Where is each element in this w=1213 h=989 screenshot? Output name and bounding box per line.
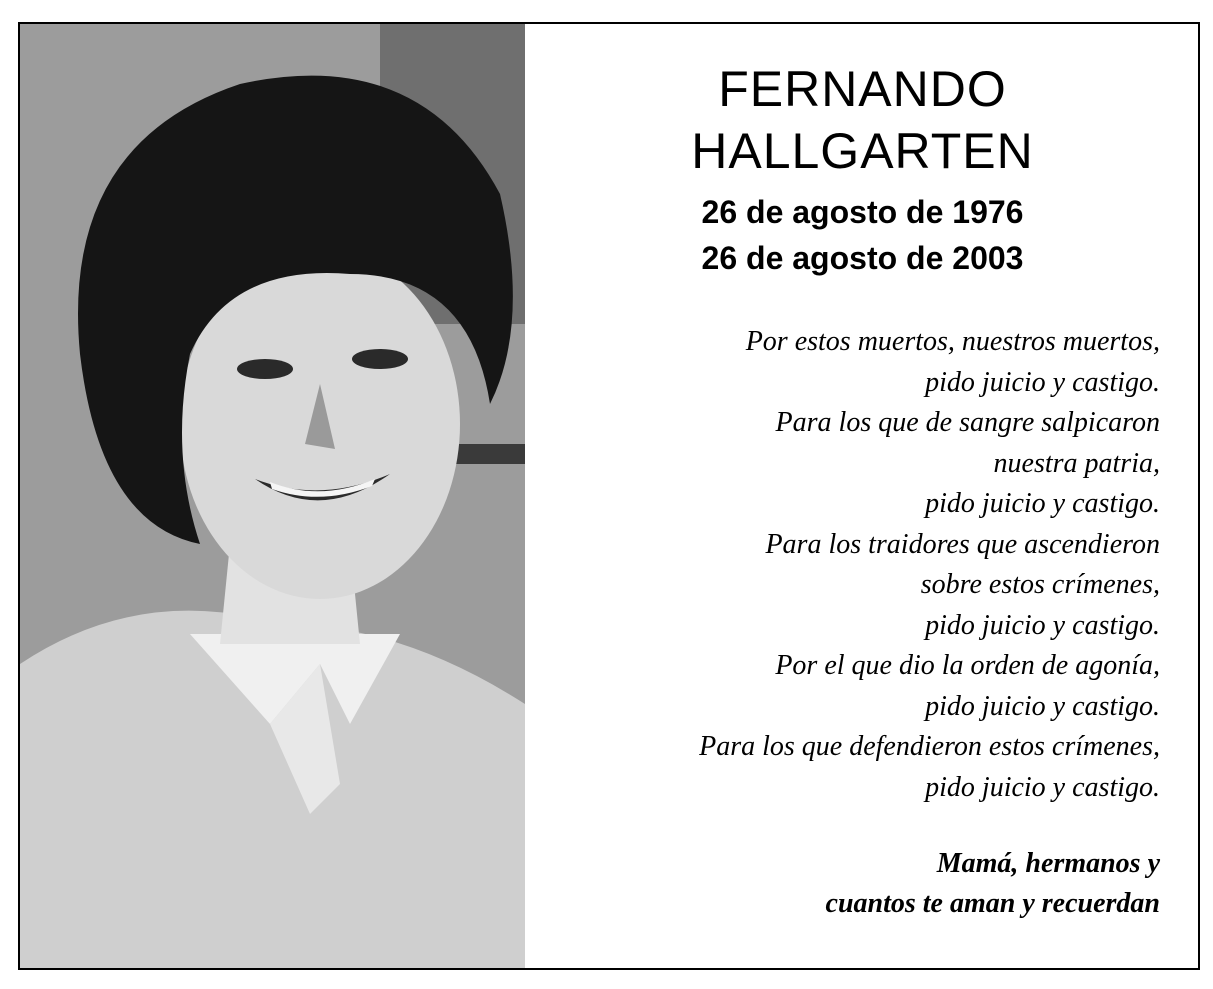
poem (520, 322, 1160, 808)
poem-line: sobre estos crímenes, (920, 569, 1160, 600)
poem-line: pido juicio y castigo. (925, 690, 1160, 722)
poem-line: pido juicio y castigo. (925, 771, 1160, 803)
date-disappearance: 26 de agosto de 1976 (701, 194, 1024, 230)
portrait-photo (20, 24, 525, 968)
poem-line: Para los que de sangre salpicaron (775, 407, 1160, 438)
name-last: HALLGARTEN (691, 123, 1034, 179)
memorial-notice (18, 22, 1200, 970)
poem-line: pido juicio y castigo. (925, 609, 1160, 641)
poem-line: Para los que defendieron estos crímenes, (699, 731, 1160, 762)
poem-line: nuestra patria, (993, 447, 1160, 479)
signature-line: cuantos te aman y recuerdan (825, 888, 1160, 919)
name-first: FERNANDO (718, 61, 1007, 117)
poem-line: Para los traidores que ascendieron (765, 528, 1160, 560)
poem-line: Por el que dio la orden de agonía, (775, 650, 1160, 681)
signature (520, 844, 1160, 924)
signature-line: Mamá, hermanos y (936, 848, 1160, 879)
poem-line: Por estos muertos, nuestros muertos, (745, 326, 1160, 357)
date-anniversary: 26 de agosto de 2003 (701, 240, 1024, 276)
portrait-illustration (20, 24, 525, 968)
poem-line: pido juicio y castigo. (925, 366, 1160, 398)
poem-line: pido juicio y castigo. (925, 488, 1160, 519)
